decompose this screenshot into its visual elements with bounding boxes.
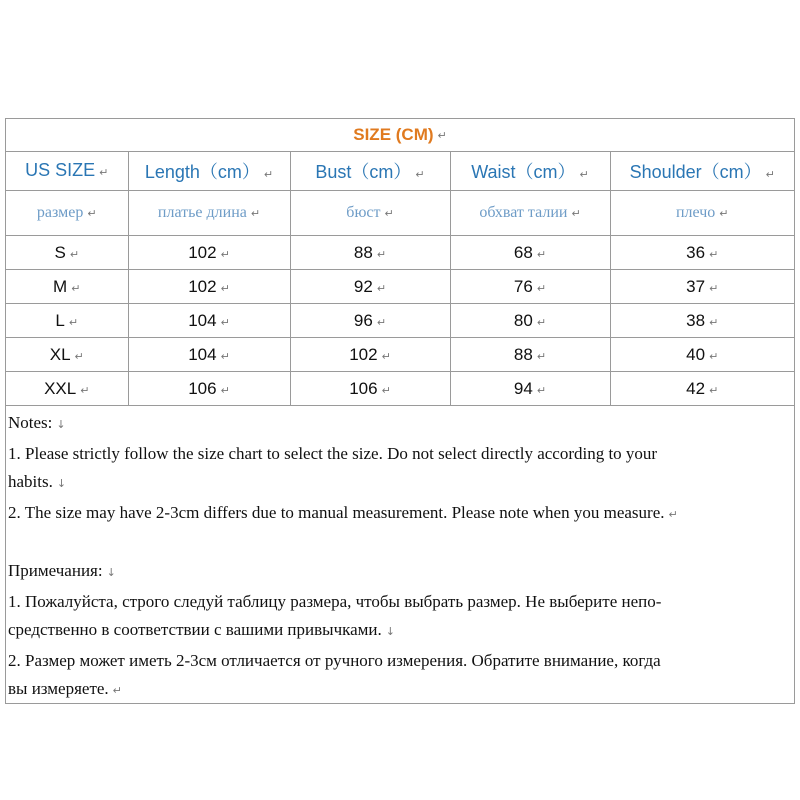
column-header-ru-waist: обхват талии ↵ bbox=[450, 191, 610, 236]
table-row bbox=[6, 304, 794, 338]
table-cell: 38 ↵ bbox=[610, 304, 794, 338]
note-english-1: 1. Please strictly follow the size chart to select the size. Do not select directly according to your bbox=[8, 443, 658, 463]
table-cell: XXL ↵ bbox=[6, 372, 128, 406]
column-header-shoulder: Shoulder（cm） ↵ bbox=[610, 151, 794, 191]
note-russian-2: 2. Размер может иметь 2-3см отличается от ручного измерения. Обратите внимание, когда bbox=[8, 650, 661, 670]
table-cell: 88 ↵ bbox=[450, 338, 610, 372]
table-cell: 106 ↵ bbox=[290, 372, 450, 406]
column-header-bust: Bust（cm） ↵ bbox=[290, 151, 450, 191]
notes-heading-russian: Примечания: ↓ bbox=[8, 561, 116, 580]
table-cell: 104 ↵ bbox=[128, 338, 290, 372]
table-cell: 102 ↵ bbox=[128, 236, 290, 270]
header-row-russian bbox=[6, 191, 794, 236]
column-header-length: Length（cm） ↵ bbox=[128, 151, 290, 191]
table-cell: 102 ↵ bbox=[128, 270, 290, 304]
table-row bbox=[6, 270, 794, 304]
notes-section bbox=[6, 409, 794, 706]
size-chart-document bbox=[5, 118, 795, 704]
notes-spacer bbox=[8, 529, 794, 557]
notes-heading-english: Notes: ↓ bbox=[8, 413, 66, 432]
table-cell: 92 ↵ bbox=[290, 270, 450, 304]
column-header-us-size: US SIZE ↵ bbox=[6, 151, 128, 191]
column-header-ru-bust: бюст ↵ bbox=[290, 191, 450, 236]
column-header-ru-shoulder: плечо ↵ bbox=[610, 191, 794, 236]
table-cell: 80 ↵ bbox=[450, 304, 610, 338]
table-cell: 104 ↵ bbox=[128, 304, 290, 338]
table-row bbox=[6, 236, 794, 270]
note-english-1-continued: habits. ↓ bbox=[8, 472, 67, 491]
table-cell: 96 ↵ bbox=[290, 304, 450, 338]
size-table bbox=[6, 151, 794, 406]
table-cell: 76 ↵ bbox=[450, 270, 610, 304]
table-row bbox=[6, 338, 794, 372]
table-cell: 36 ↵ bbox=[610, 236, 794, 270]
table-cell: 94 ↵ bbox=[450, 372, 610, 406]
table-cell: 102 ↵ bbox=[290, 338, 450, 372]
note-russian-1-continued: средственно в соответствии с вашими привычками. ↓ bbox=[8, 620, 395, 639]
table-cell: 88 ↵ bbox=[290, 236, 450, 270]
note-english-2: 2. The size may have 2-3cm differs due to manual measurement. Please note when you measure. ↵ bbox=[8, 502, 678, 522]
column-header-ru-length: платье длина ↵ bbox=[128, 191, 290, 236]
size-chart-title-row bbox=[6, 119, 794, 152]
column-header-ru-size: размер ↵ bbox=[6, 191, 128, 236]
size-chart-title: SIZE (CM) bbox=[353, 125, 434, 144]
header-row-english bbox=[6, 151, 794, 191]
table-cell: 106 ↵ bbox=[128, 372, 290, 406]
paragraph-mark-icon: ↵ bbox=[437, 128, 447, 142]
table-cell: 42 ↵ bbox=[610, 372, 794, 406]
note-russian-1: 1. Пожалуйста, строго следуй таблицу размера, чтобы выбрать размер. Не выберите непо- bbox=[8, 591, 662, 611]
table-cell: 37 ↵ bbox=[610, 270, 794, 304]
note-russian-2-continued: вы измеряете. ↵ bbox=[8, 679, 122, 698]
table-cell: M ↵ bbox=[6, 270, 128, 304]
table-cell: S ↵ bbox=[6, 236, 128, 270]
column-header-waist: Waist（cm） ↵ bbox=[450, 151, 610, 191]
table-cell: 68 ↵ bbox=[450, 236, 610, 270]
table-cell: 40 ↵ bbox=[610, 338, 794, 372]
table-cell: XL ↵ bbox=[6, 338, 128, 372]
table-row bbox=[6, 372, 794, 406]
table-cell: L ↵ bbox=[6, 304, 128, 338]
